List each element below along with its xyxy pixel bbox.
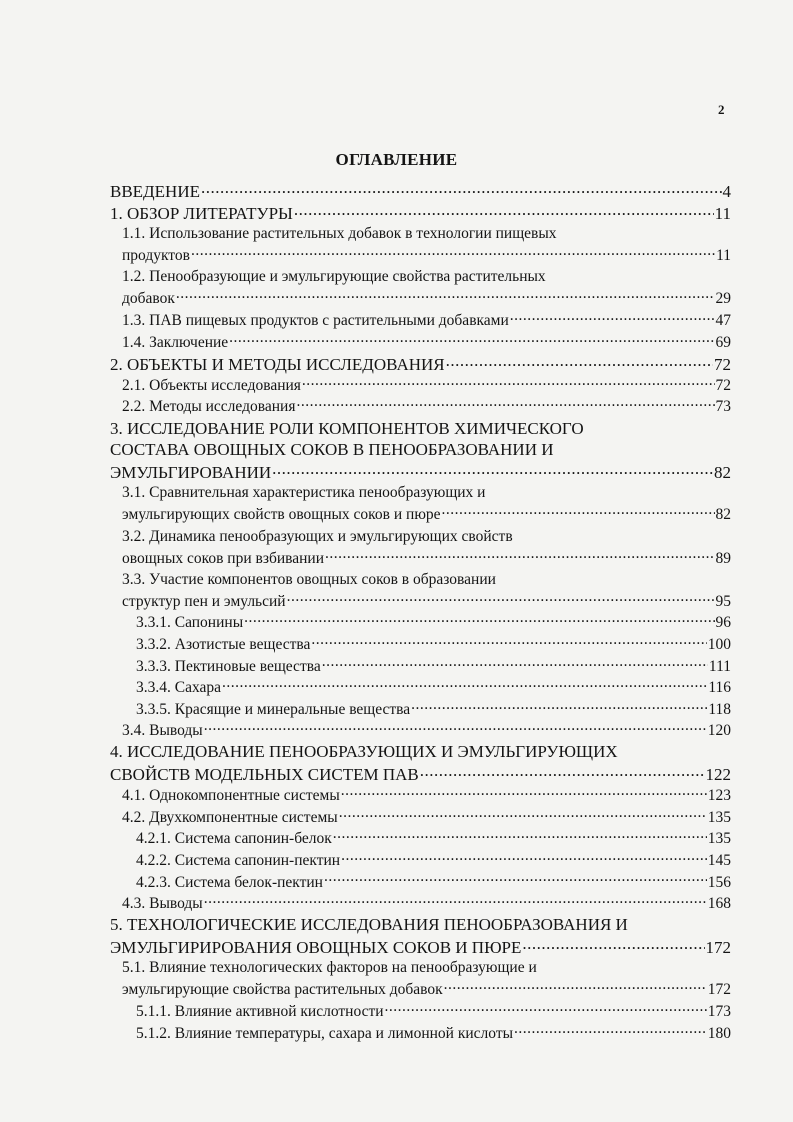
toc-entry-page: 72 [715,376,731,394]
toc-entry[interactable] [110,353,731,375]
toc-entry-line: 3. ИССЛЕДОВАНИЕ РОЛИ КОМПОНЕНТОВ ХИМИЧЕСКОГО [110,418,584,438]
dot-leader [294,202,714,219]
toc-entry-title: 3.3.1. Сапонины [136,614,244,632]
toc-entry[interactable] [122,720,731,742]
toc-entry-page: 173 [707,1003,731,1021]
toc-entry-title: структур пен и эмульсий [122,592,286,610]
dot-leader [333,828,707,844]
toc-entry-page: 96 [715,614,731,632]
toc-entry-page: 4 [722,182,731,201]
toc-entry-page: 111 [708,657,731,675]
toc-entry-title: 1.4. Заключение [122,333,229,351]
dot-leader [204,720,707,736]
toc-entry-title: 4.2.2. Система сапонин-пектин [136,851,341,869]
toc-entry-title: 4.2.3. Система белок-пектин [136,873,323,891]
toc-entry[interactable] [122,893,731,915]
toc-entry-title: 4.2. Двухкомпонентные системы [122,808,338,826]
toc-entry-line: 1.1. Использование растительных добавок в технологии пищевых [122,225,557,243]
toc-entry-title: ЭМУЛЬГИРИРОВАНИЯ ОВОЩНЫХ СОКОВ И ПЮРЕ [110,937,522,957]
toc-entry-line: 3.1. Сравнительная характеристика пенообразующих и [122,484,486,502]
dot-leader [229,331,714,347]
toc-entry-line: 3.3. Участие компонентов овощных соков в образовании [122,570,496,588]
toc-entry-title: 4.1. Однокомпонентные системы [122,787,340,805]
toc-entry-page: 172 [705,937,731,957]
toc-entry[interactable] [136,1022,731,1044]
toc-entry[interactable] [136,1001,731,1023]
toc-entry[interactable] [122,482,731,525]
toc-entry-title: овощных соков при взбивании [122,549,325,567]
toc-entry[interactable] [122,223,731,266]
dot-leader [191,245,715,261]
toc-entry[interactable] [136,633,731,655]
toc-entry-title: добавок [122,290,175,308]
toc-entry-title: эмульгирующие свойства растительных добавок [122,981,443,999]
toc-entry-page: 29 [715,290,731,308]
toc-entry[interactable] [122,331,731,353]
dot-leader [420,763,705,780]
toc-entry-page: 73 [715,398,731,416]
toc-entry[interactable] [136,612,731,634]
toc-entry-line: 5.1. Влияние технологических факторов на пенообразующие и [122,959,537,977]
toc-entry-page: 180 [707,1024,731,1042]
toc-entry-title: ЭМУЛЬГИРОВАНИИ [110,462,272,482]
toc-entry-title: продуктов [122,247,190,265]
toc-entry[interactable] [122,374,731,396]
toc-entry-title: 5.1.1. Влияние активной кислотности [136,1003,384,1021]
dot-leader [302,374,715,390]
toc-entry[interactable] [122,266,731,309]
dot-leader [311,633,706,649]
dot-leader [324,871,707,887]
toc-entry-title: 2. ОБЪЕКТЫ И МЕТОДЫ ИССЛЕДОВАНИЯ [110,354,445,374]
toc-entry-title: 3.3.3. Пектиновые вещества [136,657,321,675]
toc-entry[interactable] [136,677,731,699]
dot-leader [385,1001,707,1017]
toc-entry-page: 123 [707,787,731,805]
toc-entry-page: 89 [715,549,731,567]
toc-entry-page: 11 [716,247,731,265]
toc-entry-page: 72 [714,354,731,374]
toc-entry-title: 2.2. Методы исследования [122,398,296,416]
dot-leader [411,698,707,714]
dot-leader [514,1022,707,1038]
toc-entry-page: 118 [708,700,731,718]
dot-leader [244,612,714,628]
toc-entry-page: 11 [714,203,731,223]
toc-entry-title: ВВЕДЕНИЕ [110,182,200,201]
toc-entry[interactable] [122,957,731,1000]
dot-leader [325,547,714,563]
toc-entry-page: 69 [715,333,731,351]
toc-entry-page: 47 [715,312,731,330]
toc-entry-title: 1. ОБЗОР ЛИТЕРАТУРЫ [110,203,293,223]
dot-leader [296,396,714,412]
toc-entry-line: СОСТАВА ОВОЩНЫХ СОКОВ В ПЕНООБРАЗОВАНИИ И [110,440,554,460]
dot-leader [444,979,707,995]
dot-leader [522,936,704,953]
toc-entry[interactable] [110,741,731,784]
toc-entry-page: 100 [707,635,731,653]
toc-entry-page: 82 [715,506,731,524]
toc-entry[interactable] [136,698,731,720]
toc-entry-page: 135 [707,808,731,826]
toc-entry[interactable] [110,914,731,957]
dot-leader [222,677,707,693]
toc-entry-title: 3.3.2. Азотистые вещества [136,635,311,653]
toc-entry[interactable] [136,849,731,871]
toc-entry-title: 5.1.2. Влияние температуры, сахара и лимонной кислоты [136,1024,514,1042]
toc-entry-page: 122 [705,765,731,785]
toc-entry[interactable] [122,396,731,418]
toc-entry-page: 172 [707,981,731,999]
toc-entry-page: 156 [707,873,731,891]
toc-entry-title: 1.3. ПАВ пищевых продуктов с растительными добавками [122,312,509,330]
toc-entry-line: 3.2. Динамика пенообразующих и эмульгирующих свойств [122,527,513,545]
toc-entry-title: 3.3.4. Сахара [136,679,222,697]
toc-entry-page: 82 [714,462,731,482]
toc-entry[interactable] [122,526,731,569]
toc-entry-page: 168 [707,895,731,913]
toc-entry[interactable] [110,202,731,224]
toc-entry[interactable] [122,310,731,332]
toc-entry-title: 4.3. Выводы [122,895,203,913]
dot-leader [287,590,715,606]
dot-leader [272,461,713,478]
dot-leader [322,655,708,671]
page-number: 2 [718,102,725,117]
toc-entry-line: 5. ТЕХНОЛОГИЧЕСКИЕ ИССЛЕДОВАНИЯ ПЕНООБРАЗОВАНИЯ И [110,915,628,935]
toc-entry[interactable] [136,655,731,677]
toc-entry[interactable] [122,569,731,612]
toc-entry-title: 4.2.1. Система сапонин-белок [136,830,332,848]
dot-leader [176,288,715,304]
toc-entry-page: 95 [715,592,731,610]
toc-entry-line: 4. ИССЛЕДОВАНИЕ ПЕНООБРАЗУЮЩИХ И ЭМУЛЬГИРУЮЩИХ [110,742,618,762]
toc-entry-page: 135 [707,830,731,848]
toc-entry-line: 1.2. Пенообразующие и эмульгирующие свойства растительных [122,268,546,286]
dot-leader [341,785,707,801]
toc-entry-page: 116 [708,679,731,697]
dot-leader [341,849,707,865]
toc-entry-page: 145 [707,851,731,869]
dot-leader [510,310,715,326]
toc-entry-page: 120 [707,722,731,740]
toc-entry-title: СВОЙСТВ МОДЕЛЬНЫХ СИСТЕМ ПАВ [110,765,419,785]
dot-leader [339,806,707,822]
toc-entry[interactable] [122,806,731,828]
toc-entry-title: эмульгирующих свойств овощных соков и пюре [122,506,441,524]
toc-entry[interactable] [136,871,731,893]
toc-entry-title: 3.4. Выводы [122,722,203,740]
toc-entry-title: 3.3.5. Красящие и минеральные вещества [136,700,411,718]
toc-entry-title: 2.1. Объекты исследования [122,376,301,394]
toc-title: ОГЛАВЛЕНИЕ [335,150,458,169]
dot-leader [446,353,713,370]
toc-entry[interactable] [122,785,731,807]
toc-entry[interactable] [110,180,731,202]
toc-entry[interactable] [110,418,731,483]
dot-leader [204,893,707,909]
dot-leader [442,504,715,520]
toc-entry[interactable] [136,828,731,850]
dot-leader [201,180,722,197]
table-of-contents [0,180,793,1044]
